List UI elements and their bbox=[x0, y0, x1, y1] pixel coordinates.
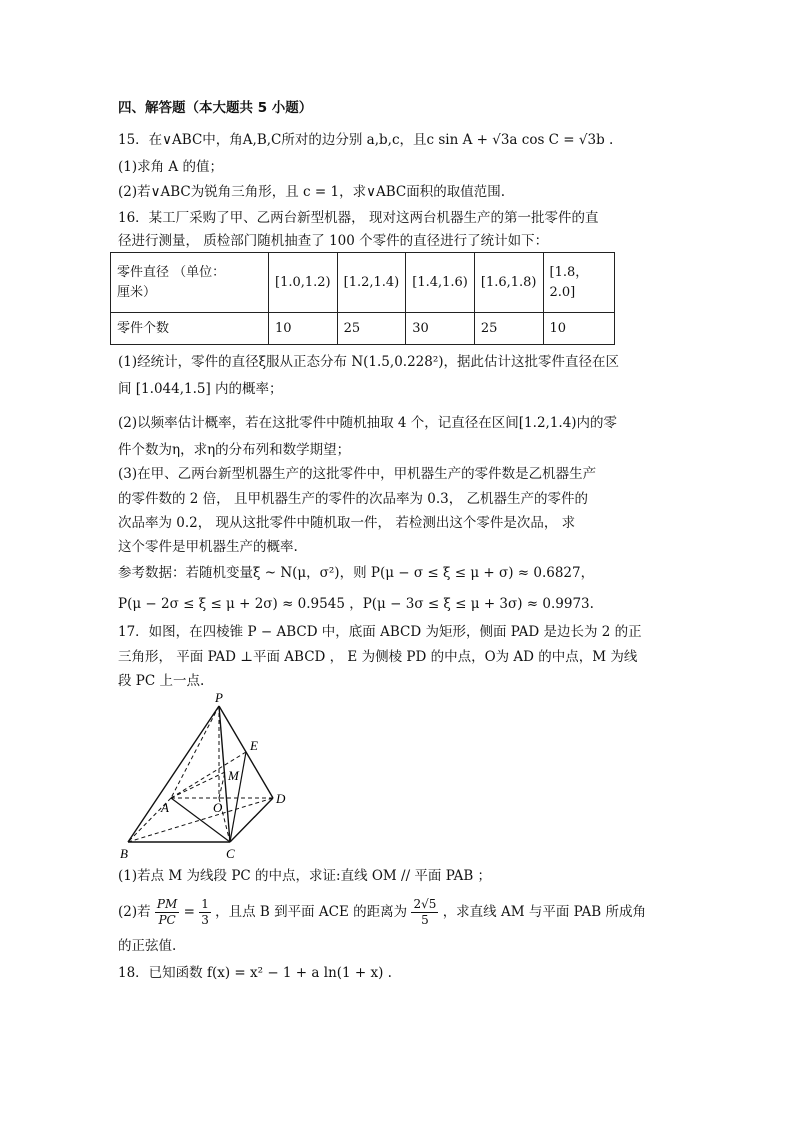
table-cell: [1.6,1.8) bbox=[474, 253, 543, 313]
edge-PB bbox=[128, 706, 219, 842]
q16-part3-line4: 这个零件是甲机器生产的概率. bbox=[118, 539, 298, 555]
q16-reference-line2: P(μ − 2σ ≤ ξ ≤ μ + 2σ) ≈ 0.9545 ，P(μ − 3σ ≤ ξ ≤ μ + 3σ) ≈ 0.9973. bbox=[118, 596, 594, 612]
diameter-table bbox=[110, 252, 615, 345]
q17-stem-line1: 17．如图，在四棱锥 P − ABCD 中，底面 ABCD 为矩形，侧面 PAD 是边长为 2 的正 bbox=[118, 624, 642, 640]
table-cell: 25 bbox=[474, 313, 543, 345]
q17-part2-middle: ，且点 B 到平面 ACE 的距离为 bbox=[215, 904, 408, 920]
q15-part1: (1)求角 A 的值； bbox=[118, 159, 223, 175]
table-cell: 10 bbox=[269, 313, 338, 345]
fraction-numerator: 1 bbox=[201, 897, 209, 911]
q16-stem-line1: 16．某工厂采购了甲、乙两台新型机器， 现对这两台机器生产的第一批零件的直 bbox=[118, 210, 599, 226]
q17-part2-prefix: (2)若 bbox=[118, 904, 151, 920]
equals-sign: = bbox=[183, 904, 195, 920]
pyramid-diagram bbox=[112, 690, 302, 865]
q16-reference-line1: 参考数据：若随机变量ξ ~ N(μ，σ²)，则 P(μ − σ ≤ ξ ≤ μ + σ) ≈ 0.6827， bbox=[118, 565, 595, 581]
q16-part1-line2: 间 [1.044,1.5] 内的概率； bbox=[118, 381, 283, 397]
distance-fraction bbox=[411, 897, 438, 928]
ratio-fraction bbox=[155, 897, 179, 928]
fraction-denominator: 5 bbox=[421, 913, 429, 927]
table-cell: [1.2,1.4) bbox=[337, 253, 406, 313]
q16-part3-line1: (3)在甲、乙两台新型机器生产的这批零件中，甲机器生产的零件数是乙机器生产 bbox=[118, 466, 597, 482]
vertex-label-M: M bbox=[228, 768, 239, 783]
edge-PA bbox=[171, 706, 219, 798]
vertex-label-D: D bbox=[276, 791, 286, 806]
q16-part2-line1: (2)以频率估计概率，若在这批零件中随机抽取 4 个，记直径在区间[1.2,1.4)内的零 bbox=[118, 415, 618, 431]
q17-part2-line2: 的正弦值. bbox=[118, 938, 177, 954]
table-row bbox=[111, 313, 615, 345]
fraction-numerator: PM bbox=[156, 897, 178, 911]
q16-part1-line1: (1)经统计，零件的直径ξ服从正态分布 N(1.5,0.228²)，据此估计这批零件直径在区 bbox=[118, 354, 620, 370]
segment-OM bbox=[219, 772, 225, 798]
q18-stem: 18．已知函数 f(x) = x² − 1 + a ln(1 + x) . bbox=[118, 965, 392, 981]
segment-AM bbox=[171, 772, 225, 798]
table-header-line: 零件直径 （单位： bbox=[117, 264, 226, 280]
table-cell-line: 2.0] bbox=[549, 284, 576, 300]
vertex-label-C: C bbox=[226, 846, 235, 861]
q17-part2-suffix: ，求直线 AM 与平面 PAB 所成角 bbox=[442, 904, 646, 920]
q16-stem-line2: 径进行测量， 质检部门随机抽查了 100 个零件的直径进行了统计如下： bbox=[118, 233, 549, 249]
value-fraction bbox=[199, 897, 211, 928]
vertex-label-A: A bbox=[161, 800, 169, 815]
vertex-label-E: E bbox=[250, 738, 258, 753]
vertex-label-P: P bbox=[215, 690, 223, 705]
table-cell: 10 bbox=[543, 313, 614, 345]
fraction-numerator: 2√5 bbox=[413, 897, 437, 911]
table-header-cell bbox=[111, 253, 269, 313]
vertex-label-B: B bbox=[120, 846, 128, 861]
table-cell: [1.0,1.2) bbox=[269, 253, 338, 313]
q15-stem: 15．在∨ABC中，角A,B,C所对的边分别 a,b,c，且c sin A + √3a cos C = √3b . bbox=[118, 132, 614, 148]
q16-part2-line2: 件个数为η，求η的分布列和数学期望； bbox=[118, 442, 351, 458]
table-cell: 30 bbox=[406, 313, 475, 345]
vertex-label-O: O bbox=[213, 800, 223, 815]
q17-stem-line2: 三角形， 平面 PAD ⊥平面 ABCD ， E 为侧棱 PD 的中点，O为 AD 的中点，M 为线 bbox=[118, 649, 638, 665]
table-header-cell: 零件个数 bbox=[111, 313, 269, 345]
table-cell-line: [1.8， bbox=[549, 264, 589, 280]
q16-part3-line3: 次品率为 0.2， 现从这批零件中随机取一件， 若检测出这个零件是次品， 求 bbox=[118, 515, 576, 531]
table-cell: 25 bbox=[337, 313, 406, 345]
q15-part2: (2)若∨ABC为锐角三角形，且 c = 1，求∨ABC面积的取值范围. bbox=[118, 184, 506, 200]
table-header-line: 厘米） bbox=[117, 284, 157, 300]
section-title: 四、解答题（本大题共 5 小题） bbox=[118, 100, 313, 116]
table-cell: [1.4,1.6) bbox=[406, 253, 475, 313]
q17-part2-line1 bbox=[118, 892, 646, 932]
pyramid-figure bbox=[112, 690, 302, 869]
q17-stem-line3: 段 PC 上一点. bbox=[118, 673, 205, 689]
fraction-denominator: 3 bbox=[201, 913, 209, 927]
fraction-denominator: PC bbox=[158, 913, 176, 927]
table-row bbox=[111, 253, 615, 313]
q17-part1: (1)若点 M 为线段 PC 的中点，求证:直线 OM // 平面 PAB ； bbox=[118, 868, 492, 884]
q16-part3-line2: 的零件数的 2 倍， 且甲机器生产的零件的次品率为 0.3， 乙机器生产的零件的 bbox=[118, 491, 589, 507]
table-cell bbox=[543, 253, 614, 313]
